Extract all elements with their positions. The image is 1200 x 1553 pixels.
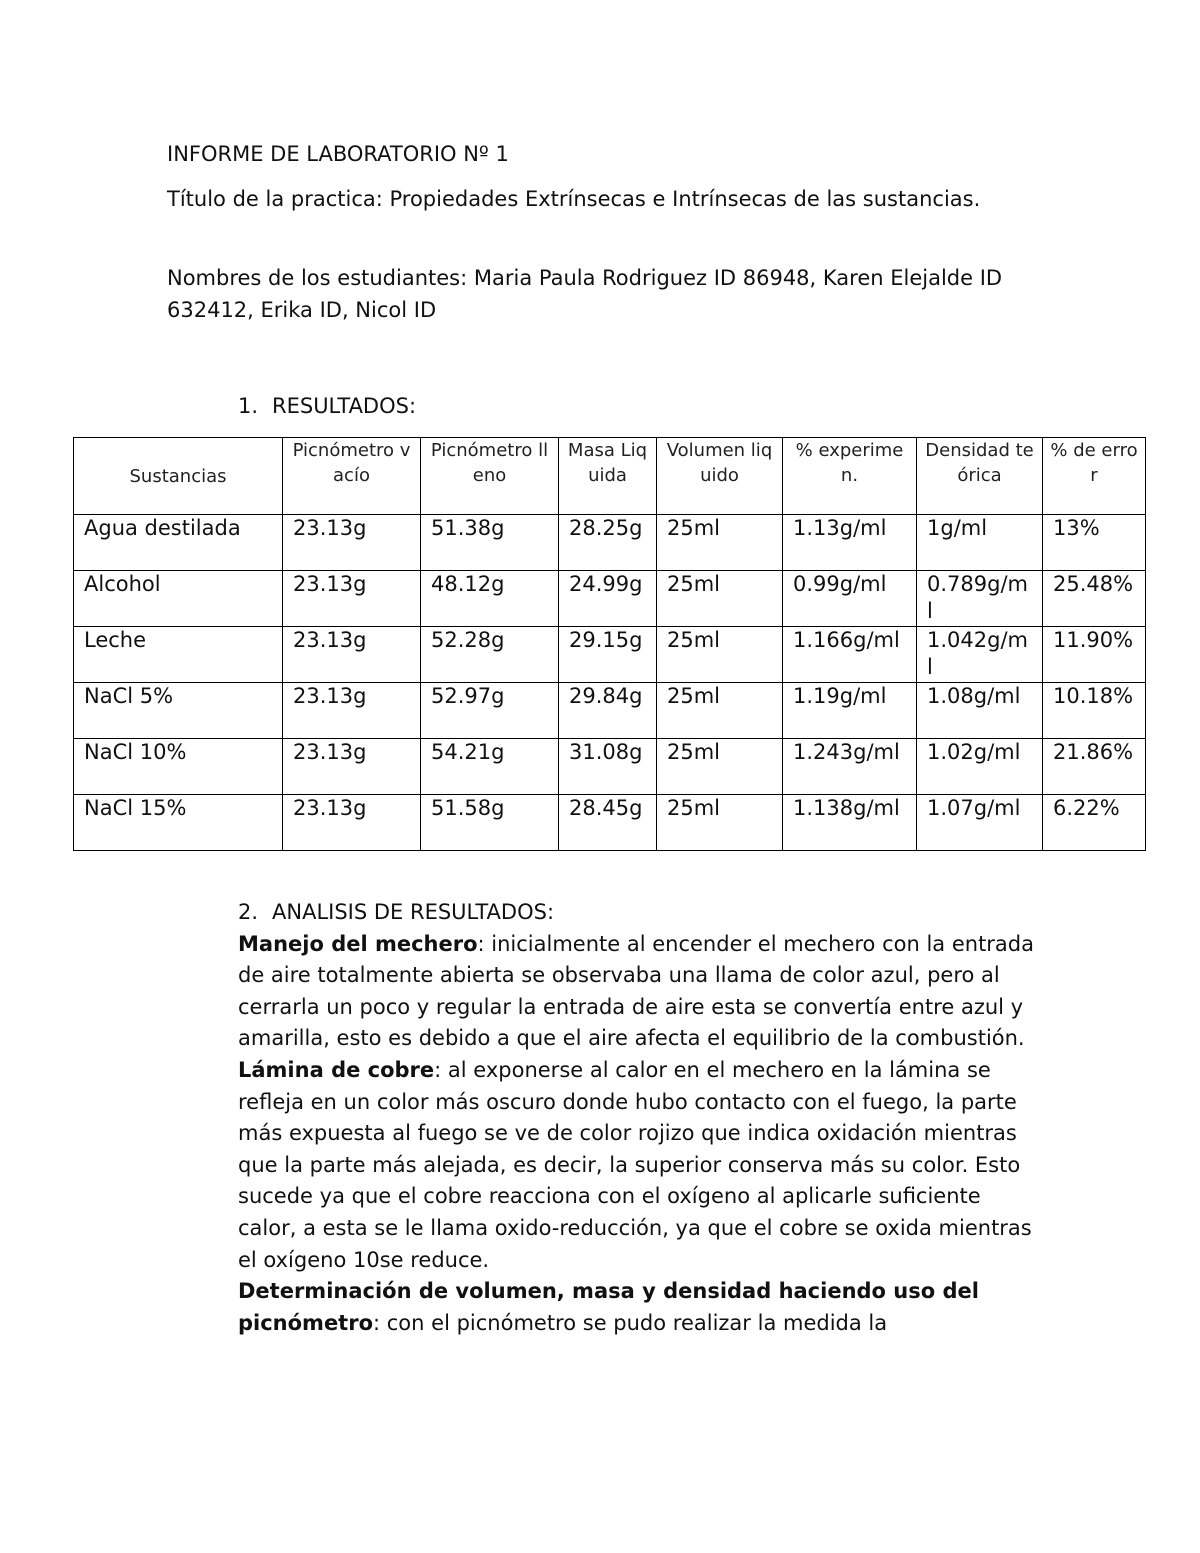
table-cell: 25ml: [657, 739, 783, 795]
column-header-experimental: % experimen.: [783, 438, 917, 515]
table-cell: 23.13g: [283, 683, 421, 739]
paragraph-text: : con el picnómetro se pudo realizar la medida la: [373, 1310, 888, 1335]
student-names: Nombres de los estudiantes: Maria Paula Rodriguez ID 86948, Karen Elejalde ID 632412, Erika ID, Nicol ID: [167, 266, 1003, 322]
table-cell: 21.86%: [1043, 739, 1146, 795]
table-cell: 52.28g: [421, 627, 559, 683]
term-lamina-de-cobre: Lámina de cobre: [238, 1057, 435, 1082]
report-title: INFORME DE LABORATORIO Nº 1: [167, 142, 509, 166]
table-cell: 1.13g/ml: [783, 515, 917, 571]
analysis-paragraph-picnometro: [238, 1276, 1038, 1339]
table-cell: 13%: [1043, 515, 1146, 571]
table-cell: Alcohol: [74, 571, 283, 627]
table-cell: 1.166g/ml: [783, 627, 917, 683]
table-cell: 1.08g/ml: [917, 683, 1043, 739]
table-cell: 1.042g/ml: [917, 627, 1043, 683]
table-cell: 1.138g/ml: [783, 795, 917, 851]
table-cell: 25ml: [657, 515, 783, 571]
results-table: [73, 437, 1146, 851]
table-cell: NaCl 10%: [74, 739, 283, 795]
table-cell: 0.99g/ml: [783, 571, 917, 627]
table-cell: 54.21g: [421, 739, 559, 795]
table-cell: 28.25g: [559, 515, 657, 571]
analysis-section: [238, 897, 1038, 1339]
term-determinacion-picnometro: Determinación de volumen, masa y densidad haciendo uso del picnómetro: [238, 1279, 979, 1335]
table-cell: 23.13g: [283, 627, 421, 683]
table-cell: Agua destilada: [74, 515, 283, 571]
term-manejo-del-mechero: Manejo del mechero: [238, 931, 478, 956]
analysis-paragraph-cobre: [238, 1055, 1038, 1276]
table-cell: Leche: [74, 627, 283, 683]
table-row: [74, 571, 1146, 627]
table-row: [74, 683, 1146, 739]
table-cell: 10.18%: [1043, 683, 1146, 739]
column-header-densidad-teorica: Densidad teórica: [917, 438, 1043, 515]
results-heading-number: 1.: [238, 394, 259, 418]
analysis-paragraph-mechero: [238, 929, 1038, 1055]
table-cell: 51.38g: [421, 515, 559, 571]
column-header-picnometro-vacio: Picnómetro vacío: [283, 438, 421, 515]
table-cell: 6.22%: [1043, 795, 1146, 851]
column-header-picnometro-lleno: Picnómetro lleno: [421, 438, 559, 515]
table-cell: 1g/ml: [917, 515, 1043, 571]
table-cell: 1.19g/ml: [783, 683, 917, 739]
table-cell: NaCl 15%: [74, 795, 283, 851]
table-header-row: [74, 438, 1146, 515]
analysis-heading: [238, 897, 1038, 929]
table-cell: 25ml: [657, 795, 783, 851]
table-cell: 25.48%: [1043, 571, 1146, 627]
table-cell: 25ml: [657, 571, 783, 627]
table-cell: 28.45g: [559, 795, 657, 851]
analysis-heading-number: 2.: [238, 900, 259, 924]
table-cell: 29.84g: [559, 683, 657, 739]
paragraph-text: : al exponerse al calor en el mechero en la lámina se refleja en un color más oscuro donde hubo contacto con el fuego, la parte más expuesta al fuego se ve de color rojizo que indica oxidación mientras que la parte más alejada, es decir, la superior conserva más su color. Esto sucede ya que el cobre reacciona con el oxígeno al aplicarle suficiente calor, a esta se le llama oxido-reducción, ya que el cobre se oxida mientras el oxígeno 10se reduce.: [238, 1057, 1032, 1272]
table-cell: 0.789g/ml: [917, 571, 1043, 627]
table-cell: NaCl 5%: [74, 683, 283, 739]
table-cell: 31.08g: [559, 739, 657, 795]
table-cell: 1.02g/ml: [917, 739, 1043, 795]
column-header-volumen-liquido: Volumen liquido: [657, 438, 783, 515]
table-row: [74, 515, 1146, 571]
table-cell: 24.99g: [559, 571, 657, 627]
table-row: [74, 739, 1146, 795]
analysis-heading-text: ANALISIS DE RESULTADOS:: [272, 900, 555, 924]
results-heading-text: RESULTADOS:: [272, 394, 417, 418]
table-cell: 1.07g/ml: [917, 795, 1043, 851]
table-cell: 23.13g: [283, 515, 421, 571]
table-cell: 23.13g: [283, 739, 421, 795]
table-cell: 25ml: [657, 683, 783, 739]
table-cell: 11.90%: [1043, 627, 1146, 683]
table-cell: 23.13g: [283, 795, 421, 851]
column-header-masa-liquida: Masa Liquida: [559, 438, 657, 515]
table-cell: 52.97g: [421, 683, 559, 739]
table-cell: 29.15g: [559, 627, 657, 683]
column-header-sustancias: Sustancias: [74, 438, 283, 515]
practice-title: Título de la practica: Propiedades Extrínsecas e Intrínsecas de las sustancias.: [167, 187, 981, 211]
table-cell: 1.243g/ml: [783, 739, 917, 795]
table-cell: 23.13g: [283, 571, 421, 627]
table-cell: 25ml: [657, 627, 783, 683]
table-cell: 48.12g: [421, 571, 559, 627]
table-cell: 51.58g: [421, 795, 559, 851]
results-heading: [238, 390, 416, 422]
paragraph-text: : inicialmente al encender el mechero con la entrada de aire totalmente abierta se observaba una llama de color azul, pero al cerrarla un poco y regular la entrada de aire esta se convertía entre azul y amarilla, esto es debido a que el aire afecta el equilibrio de la combustión.: [238, 931, 1035, 1051]
table-row: [74, 795, 1146, 851]
column-header-error: % de error: [1043, 438, 1146, 515]
table-row: [74, 627, 1146, 683]
